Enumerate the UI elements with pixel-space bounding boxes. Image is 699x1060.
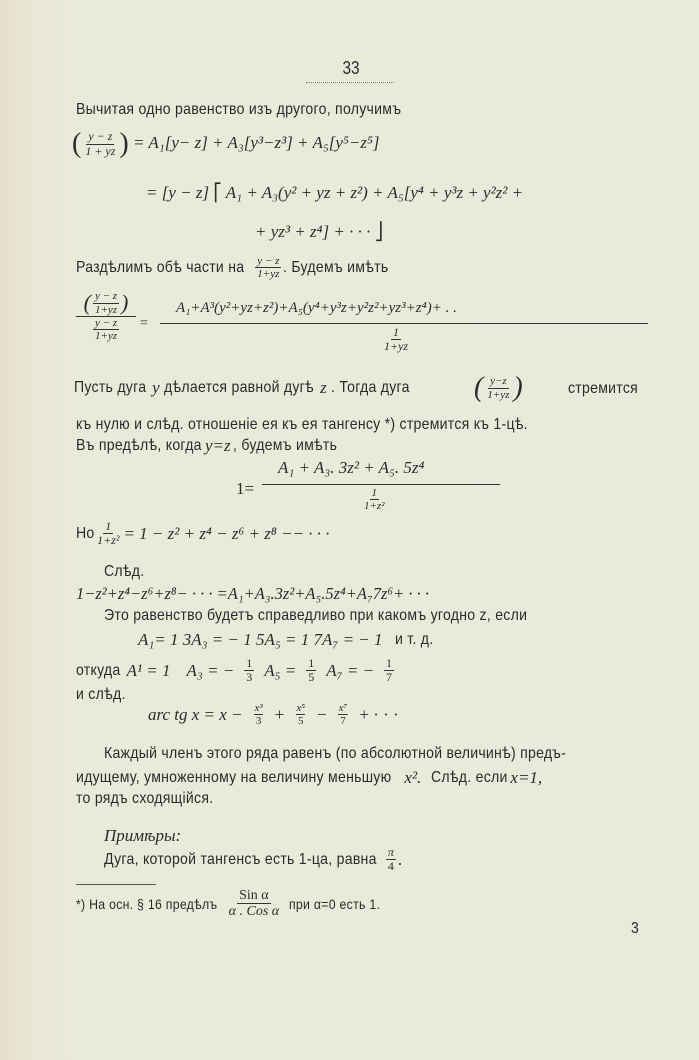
fraction-bar — [160, 323, 648, 324]
fraction-numerator: y − z — [94, 290, 118, 303]
fraction-denominator: 3 — [255, 715, 262, 728]
fraction-denominator: 1+yz — [94, 330, 118, 343]
fraction-denominator: 5 — [297, 715, 304, 728]
header-rule — [306, 82, 394, 83]
math-var: z — [320, 378, 327, 397]
equation-2-line-b: + yz³ + z⁴] + · · · ⎦ — [255, 222, 384, 241]
fraction-numerator: 1 — [246, 656, 253, 670]
fraction-numerator: x³ — [254, 702, 263, 714]
equation-5 — [76, 520, 330, 547]
math-expr: A₇ = − — [326, 660, 375, 680]
text: . Тогда дуга — [330, 379, 410, 396]
text: Пусть дуга — [74, 379, 147, 396]
paragraph-1-line-2: къ нулю и слѣд. отношеніе ея къ ея тангенсу *) стремится къ 1-цѣ. — [76, 416, 528, 433]
fraction-numerator: 1 — [105, 519, 112, 533]
operator: + · · · — [359, 704, 399, 724]
paragraph-2-line-3: то рядъ сходящійся. — [76, 790, 214, 807]
text-line-divide — [76, 255, 403, 280]
text-i-sled: и слѣд. — [76, 686, 126, 703]
text: . Будемъ имѣть — [283, 258, 389, 276]
equation-rhs: = 1 − z² + z⁴ − z⁶ + z⁸ −− · · · — [123, 523, 330, 543]
page-number: 33 — [342, 58, 360, 78]
equation-6: 1−z²+z⁴−z⁶+z⁸− · · · =A₁+A₃.3z²+A₅.5z⁴+A₇7z⁶+ · · · — [76, 584, 430, 603]
fraction-denominator: 7 — [386, 670, 393, 685]
examples-heading: Примѣры: — [104, 826, 182, 845]
fraction-denominator: 1+z² — [97, 533, 120, 548]
text: , будемъ имѣть — [232, 437, 337, 454]
footnote — [76, 888, 393, 920]
fraction-numerator: x⁵ — [296, 702, 306, 714]
text: стремится — [568, 380, 639, 397]
text: Но — [76, 524, 95, 542]
signature-mark: 3 — [631, 920, 640, 937]
equation-4-lhs: 1= — [236, 479, 255, 498]
fraction-numerator: y−z — [490, 375, 507, 388]
text: идущему, умноженному на величину меньшую — [76, 769, 392, 786]
math-expr: x=1, — [510, 768, 543, 787]
text: . — [397, 849, 403, 869]
text: Слѣд. если — [431, 769, 508, 786]
paragraph-2-line-1: Каждый членъ этого ряда равенъ (по абсолютной величинѣ) предъ- — [104, 745, 567, 762]
fraction-numerator: π — [387, 845, 394, 859]
text: при α=0 есть 1. — [289, 895, 381, 912]
text: Дуга, которой тангенсъ есть 1-ца, равна — [104, 850, 377, 868]
text: *) На осн. § 16 предѣлъ — [76, 895, 218, 912]
fraction-numerator: 1 — [393, 325, 400, 339]
text: Въ предѣлѣ, когда — [76, 437, 202, 454]
paragraph-1-line-3 — [76, 436, 351, 456]
fraction-denominator: 1+yz — [94, 303, 118, 316]
fraction-denominator: 3 — [246, 670, 253, 685]
fraction-numerator: 1 — [308, 656, 315, 670]
math-expr: A¹ = 1 — [126, 660, 171, 680]
footnote-rule — [76, 884, 156, 885]
arc-fraction: ( $\frac{y-z}{1+yz}$ ) — [474, 372, 523, 403]
fraction-denominator: 4 — [387, 859, 394, 874]
equation-4-denominator — [360, 487, 389, 512]
fraction-numerator: 1 — [371, 487, 377, 499]
text: откуда — [76, 661, 121, 679]
math-var: y — [152, 378, 160, 397]
equation-7 — [138, 630, 438, 650]
equation-arctg-series — [148, 702, 399, 727]
operator: + — [274, 704, 285, 724]
fraction-denominator: 1+yz — [487, 388, 510, 401]
example-1 — [104, 846, 402, 873]
operator: − — [317, 704, 327, 724]
text-line: Вычитая одно равенство изъ другого, получимъ — [76, 101, 402, 118]
equals-sign: = — [140, 316, 148, 331]
equation-4-numerator: A₁ + A₃. 3z² + A₅. 5z⁴ — [278, 458, 425, 477]
fraction-numerator: x⁷ — [338, 702, 348, 714]
fraction-denominator: 1+z² — [364, 500, 385, 513]
fraction-denominator: 7 — [340, 715, 346, 728]
equation-lhs: arc tg x = x − — [148, 704, 243, 724]
equation-coefficients: A₁= 1 3A₃ = − 1 5A₅ = 1 7A₇ = − 1 — [138, 630, 383, 649]
math-expr: A₅ = — [264, 660, 297, 680]
text: и т. д. — [394, 631, 433, 648]
fraction-denominator: 5 — [308, 670, 315, 685]
equation-8 — [76, 657, 396, 684]
fraction-numerator: 1 — [386, 656, 393, 670]
fraction-denominator: 1 + yz — [85, 143, 116, 158]
fraction-denominator: α . Cos α — [228, 904, 280, 920]
text-sled: Слѣд. — [104, 563, 145, 580]
math-expr: x². — [404, 768, 422, 787]
fraction-numerator: y − z — [88, 129, 113, 144]
fraction-numerator: Sin α — [239, 888, 269, 903]
fraction-denominator: 1+yz — [384, 339, 409, 354]
text: дѣлается равной дугѣ — [163, 379, 314, 396]
equation-2-line-a: = [y − z] ⎡ A₁ + A₃(y² + yz + z²) + A₅[y⁴ + y³z + y²z² + — [146, 183, 524, 202]
paragraph-1-line-1 — [74, 378, 420, 398]
math-expr: A₃ = − — [186, 660, 235, 680]
text-line-valid: Это равенство будетъ справедливо при какомъ угодно z, если — [104, 607, 528, 624]
text: Раздѣлимъ обѣ части на — [76, 258, 245, 276]
paragraph-2-line-2 — [76, 768, 542, 788]
fraction-denominator: 1+yz — [257, 268, 280, 281]
fraction-numerator: y − z — [94, 317, 118, 329]
equation-3-lhs: ( $\frac{y - z}{1+yz}$ ) $\frac{y - z}{1+yz}$ — [76, 290, 136, 342]
equation-3-rhs-numerator: A₁+A³(y²+yz+z²)+A₅(y⁴+y³z+y²z²+yz³+z⁴)+ . . — [176, 300, 457, 316]
math-expr: y=z — [204, 436, 231, 455]
fraction-bar — [262, 484, 500, 485]
fraction-numerator: y − z — [257, 255, 280, 267]
equation-rhs: = A₁[y− z] + A₃[y³−z³] + A₅[y⁵−z⁵] — [133, 132, 380, 152]
equation-3-rhs-denominator — [380, 326, 412, 353]
equation-1: ( $\frac{y - z}{1 + yz}$ ) = A₁[y− z] + A₃[y³−z³] + A₅[y⁵−z⁵] — [72, 128, 380, 159]
